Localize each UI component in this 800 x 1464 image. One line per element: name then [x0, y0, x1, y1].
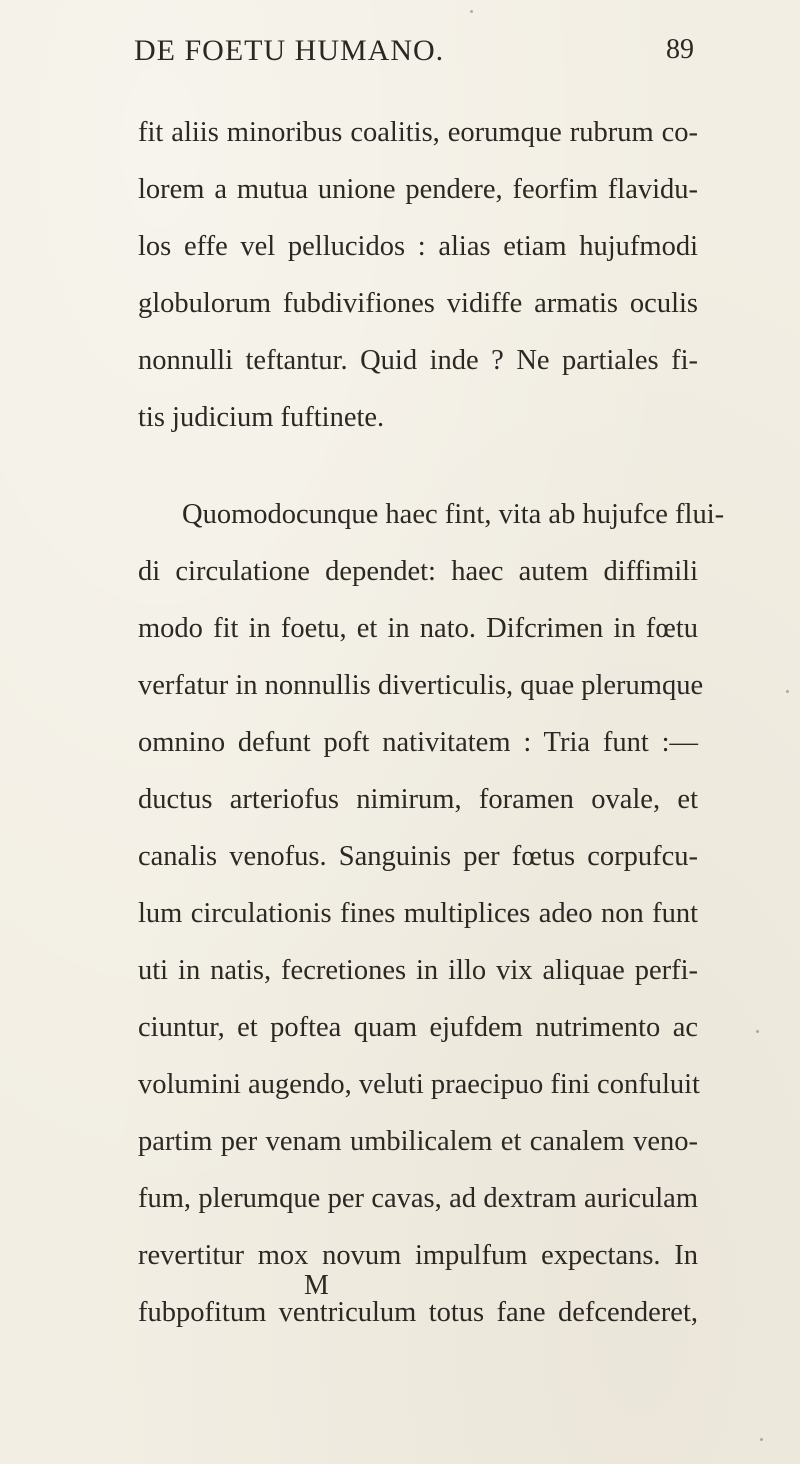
text-line: fit aliis minoribus coalitis, eorumque rubrum co-	[138, 117, 698, 148]
text-line: revertitur mox novum impulfum expectans. In	[138, 1240, 698, 1271]
text-line: lorem a mutua unione pendere, feorfim flavidu-	[138, 174, 698, 205]
text-line: Quomodocunque haec fint, vita ab hujufce flui-	[182, 499, 725, 530]
text-line: volumini augendo, veluti praecipuo fini confuluit	[138, 1069, 700, 1100]
paragraph-2	[138, 486, 725, 1341]
text-line: partim per venam umbilicalem et canalem veno-	[138, 1126, 698, 1157]
text-line: nonnulli teftantur. Quid inde ? Ne partiales fi-	[138, 345, 698, 376]
text-line: ciuntur, et poftea quam ejufdem nutrimento ac	[138, 1012, 698, 1043]
page-header	[134, 34, 694, 74]
text-line: omnino defunt poft nativitatem : Tria funt :—	[138, 727, 698, 758]
paragraph-gap	[138, 446, 698, 486]
body-text	[138, 104, 725, 1341]
text-line: verfatur in nonnullis diverticulis, quae plerumque	[138, 670, 704, 701]
paper-speck	[756, 1030, 759, 1033]
text-line: los effe vel pellucidos : alias etiam hujufmodi	[138, 231, 698, 262]
text-line: ductus arteriofus nimirum, foramen ovale, et	[138, 784, 698, 815]
paper-speck	[470, 10, 473, 13]
text-line: lum circulationis fines multiplices adeo non funt	[138, 898, 698, 929]
signature-mark: M	[304, 1270, 329, 1301]
text-line: modo fit in foetu, et in nato. Difcrimen in fœtu	[138, 613, 698, 644]
text-line: uti in natis, fecretiones in illo vix aliquae perfi-	[138, 955, 698, 986]
page-number: 89	[666, 34, 694, 65]
text-line: fum, plerumque per cavas, ad dextram auriculam	[138, 1183, 698, 1214]
text-line: canalis venofus. Sanguinis per fœtus corpufcu-	[138, 841, 698, 872]
text-line: globulorum fubdivifiones vidiffe armatis oculis	[138, 288, 698, 319]
running-head: DE FOETU HUMANO.	[134, 34, 445, 67]
text-line: tis judicium fuftinete.	[138, 402, 385, 433]
paper-speck	[786, 690, 789, 693]
paragraph-1	[138, 104, 698, 446]
text-line: di circulatione dependet: haec autem diffimili	[138, 556, 698, 587]
paper-speck	[760, 1438, 763, 1441]
text-line: fubpofitum ventriculum totus fane defcenderet,	[138, 1297, 698, 1328]
